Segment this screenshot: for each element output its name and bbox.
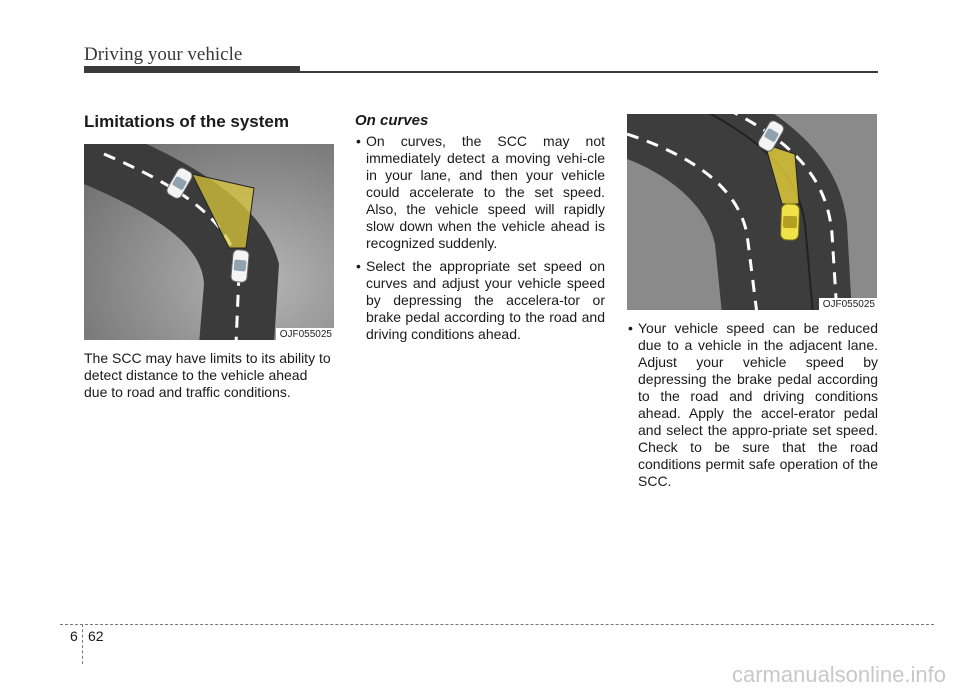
column-1 [84,108,334,401]
watermark: carmanualsonline.info [731,662,946,687]
list-item: • On curves, the SCC may not immediately detect a moving vehi-cle in your lane, and then your vehicle could accelerate to the set speed. Also, the vehicle speed will rapidly slow down when the vehicle ahead is recognized suddenly. [355,133,605,252]
illustration-curve-road [84,144,334,340]
column-2 [355,108,605,349]
adjacent-lane-bullet-list [627,320,878,490]
column-3 [627,114,878,496]
header-bar [84,66,300,73]
subsection-title: On curves [355,112,429,129]
footer-divider [82,624,83,664]
list-item: • Your vehicle speed can be reduced due to a vehicle in the adjacent lane. Adjust your vehicle speed by depressing the brake pedal according to the road and driving conditions ahead. Apply the accel-erator pedal and select the appro-priate set speed. Check to be sure that the road conditions permit safe operation of the SCC. [627,320,878,490]
figure-code: OJF055025 [819,298,877,310]
page-header-title: Driving your vehicle [84,44,243,65]
figure-adjacent-lane [627,114,877,310]
page-number: 62 [88,628,104,644]
chapter-number: 6 [70,628,78,644]
illustration-adjacent-lane [627,114,877,310]
header-rule [300,71,878,73]
footer-rule [60,624,934,625]
figure-code: OJF055025 [276,328,334,340]
section-title: Limitations of the system [84,112,289,131]
curves-bullet-list [355,133,605,343]
figure-curve-sensor [84,144,334,340]
intro-paragraph: The SCC may have limits to its ability to detect distance to the vehicle ahead due to road and traffic conditions. [84,350,331,400]
list-item: • Select the appropriate set speed on curves and adjust your vehicle speed by depressing the accelera-tor or brake pedal according to the road and driving conditions ahead. [355,258,605,343]
